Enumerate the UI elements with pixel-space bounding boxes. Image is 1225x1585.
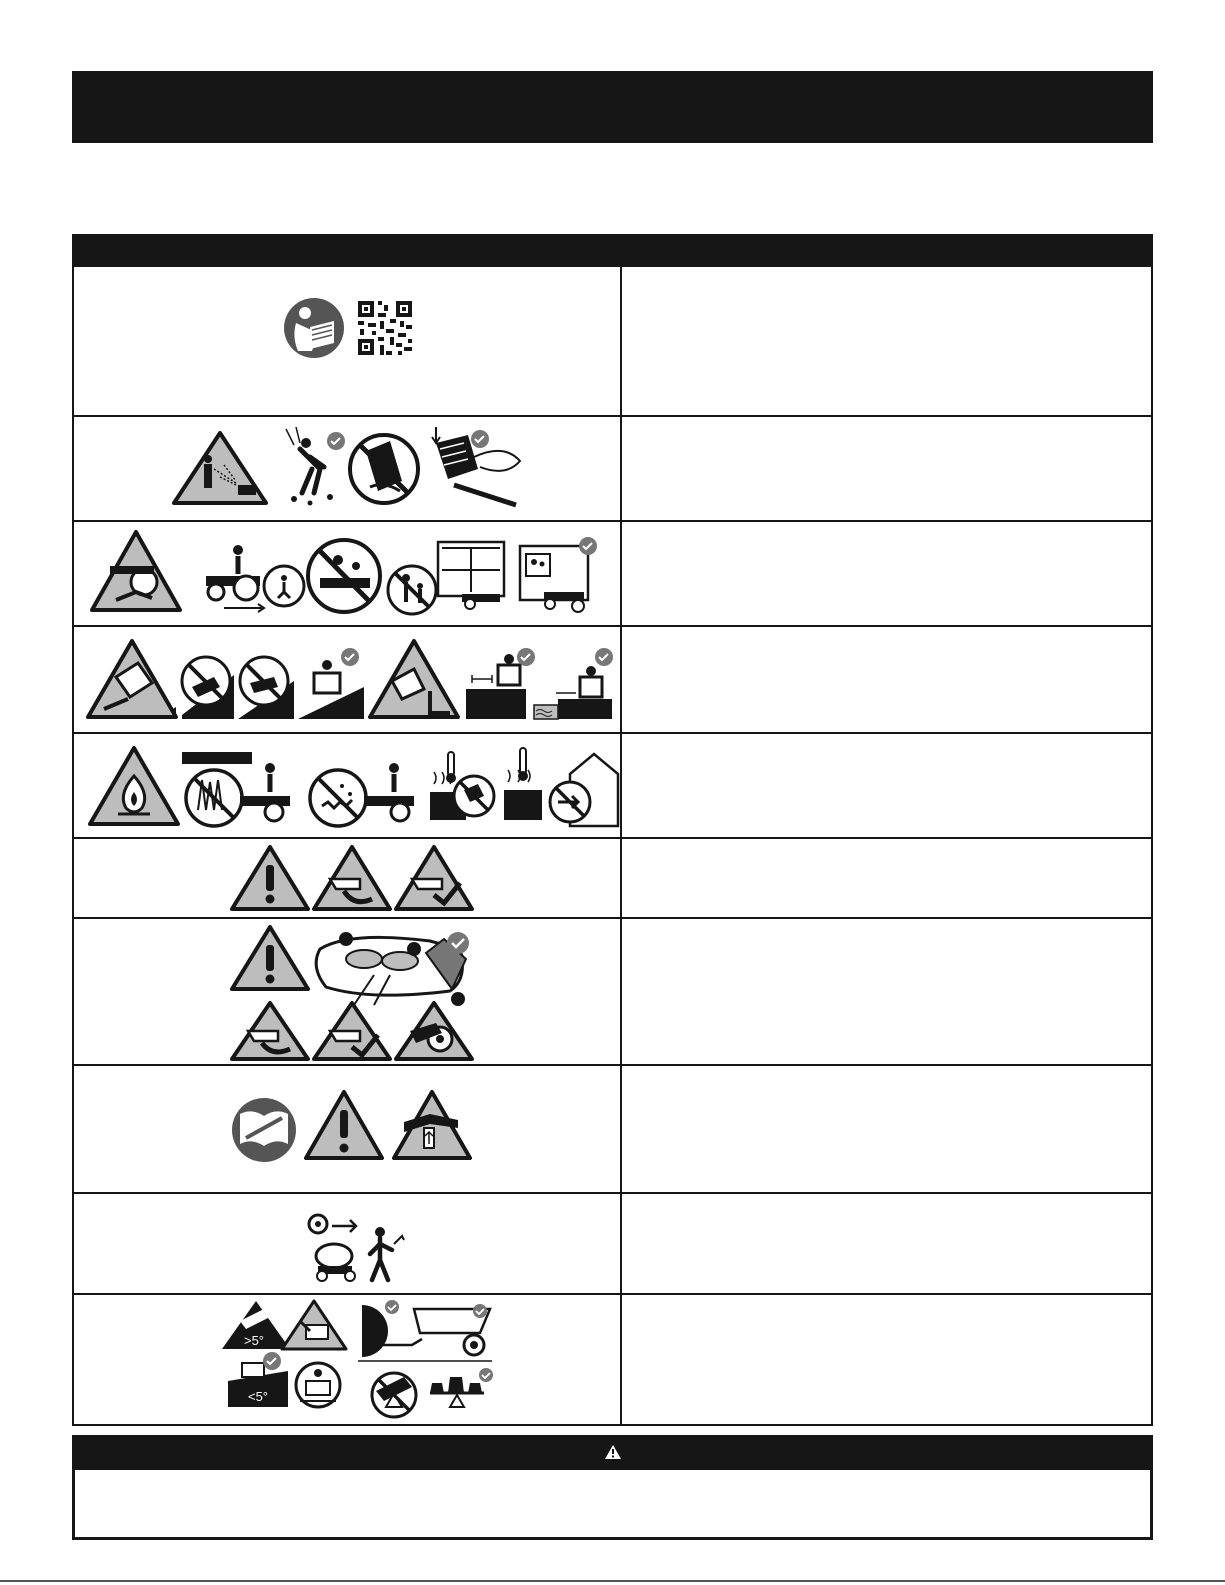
no-dry-grass-icon xyxy=(182,752,290,826)
page-title-bar xyxy=(72,71,1153,143)
symbol-cell xyxy=(74,1066,622,1192)
slope-ok-icon xyxy=(298,648,364,719)
no-children-icon xyxy=(388,542,504,614)
walk-away-icon xyxy=(370,1227,404,1280)
hot-engine-icon xyxy=(430,752,494,820)
no-leaves-icon xyxy=(310,763,414,826)
warning-box xyxy=(72,1435,1153,1540)
table-row xyxy=(74,1066,1151,1194)
no-store-hot-icon xyxy=(550,754,618,826)
description-cell xyxy=(622,1295,1151,1424)
symbol-cell xyxy=(74,919,622,1064)
table-row xyxy=(74,839,1151,919)
keep-away-from-water-icon xyxy=(534,648,613,719)
symbol-cell xyxy=(74,839,622,917)
cut-hazard-icon xyxy=(314,847,390,909)
keep-away-from-edge-icon xyxy=(466,648,535,719)
description-cell xyxy=(622,734,1151,837)
no-slope-turn-icon xyxy=(238,657,294,719)
drop-off-hazard-icon xyxy=(370,641,458,717)
warning-icon xyxy=(232,847,308,909)
table-body xyxy=(72,267,1153,1426)
symbol-cell xyxy=(74,1194,622,1293)
symbol-cell xyxy=(74,1295,622,1424)
no-passengers-icon xyxy=(308,540,380,612)
cart-hitch-icon xyxy=(358,1300,492,1361)
table-row xyxy=(74,267,1151,417)
description-cell xyxy=(622,919,1151,1064)
chute-deflector-icon xyxy=(432,427,520,505)
warning-triangle-icon xyxy=(604,1444,622,1460)
symbol-cell xyxy=(74,522,622,625)
slope-angle-icon xyxy=(282,1301,346,1349)
symbol-cell xyxy=(74,267,622,415)
table-row xyxy=(74,417,1151,522)
fire-hazard-icon xyxy=(90,748,178,824)
svg-text:>5°: >5° xyxy=(243,1333,265,1348)
no-hand-in-chute-icon xyxy=(350,435,418,503)
no-steep-slope-icon xyxy=(182,657,234,719)
symbol-cell xyxy=(74,417,622,520)
run-over-hazard-icon xyxy=(92,532,180,610)
cut-hazard-icon xyxy=(232,1003,308,1059)
description-cell xyxy=(622,839,1151,917)
read-manual-icon xyxy=(284,298,344,358)
description-cell xyxy=(622,267,1151,415)
belt-entanglement-icon xyxy=(396,1003,472,1059)
description-cell xyxy=(622,417,1151,520)
table-row xyxy=(74,919,1151,1066)
table-row xyxy=(74,627,1151,734)
cool-down-icon xyxy=(504,748,542,820)
slope-ok-icon xyxy=(228,1352,288,1407)
balanced-load-icon xyxy=(372,1368,493,1417)
tip-over-slope-icon xyxy=(222,1301,290,1349)
svg-text:<5°: <5° xyxy=(247,1389,269,1404)
look-behind-icon xyxy=(206,545,304,612)
table-row xyxy=(74,734,1151,839)
page-intro xyxy=(72,165,1153,215)
warning-icon xyxy=(306,1092,382,1158)
blade-hazard-icon xyxy=(396,847,472,909)
blade-hazard-icon xyxy=(314,1003,390,1059)
table-row xyxy=(74,1295,1151,1424)
no-passengers-icon xyxy=(296,1363,340,1407)
symbol-cell xyxy=(74,734,622,837)
service-manual-icon xyxy=(232,1098,296,1162)
table-row xyxy=(74,1194,1151,1295)
warning-text xyxy=(85,1478,1140,1529)
table-header xyxy=(72,234,1153,267)
description-cell xyxy=(622,1066,1151,1192)
qr-code-icon xyxy=(358,301,412,355)
thrown-objects-icon xyxy=(174,433,266,503)
crush-hazard-icon xyxy=(394,1092,470,1158)
remove-key-icon xyxy=(309,1215,356,1281)
symbol-cell xyxy=(74,627,622,732)
warning-icon xyxy=(232,927,308,989)
page-bottom-rule xyxy=(0,1580,1225,1582)
table-row xyxy=(74,522,1151,627)
safety-symbols-table xyxy=(72,234,1153,1426)
description-cell xyxy=(622,627,1151,732)
pick-up-debris-icon xyxy=(286,427,345,506)
description-cell xyxy=(622,522,1151,625)
children-indoors-icon xyxy=(520,537,597,612)
description-cell xyxy=(622,1194,1151,1293)
rollover-hazard-icon xyxy=(88,641,176,717)
warning-header xyxy=(75,1438,1150,1470)
mower-deck-icon xyxy=(316,932,469,1006)
